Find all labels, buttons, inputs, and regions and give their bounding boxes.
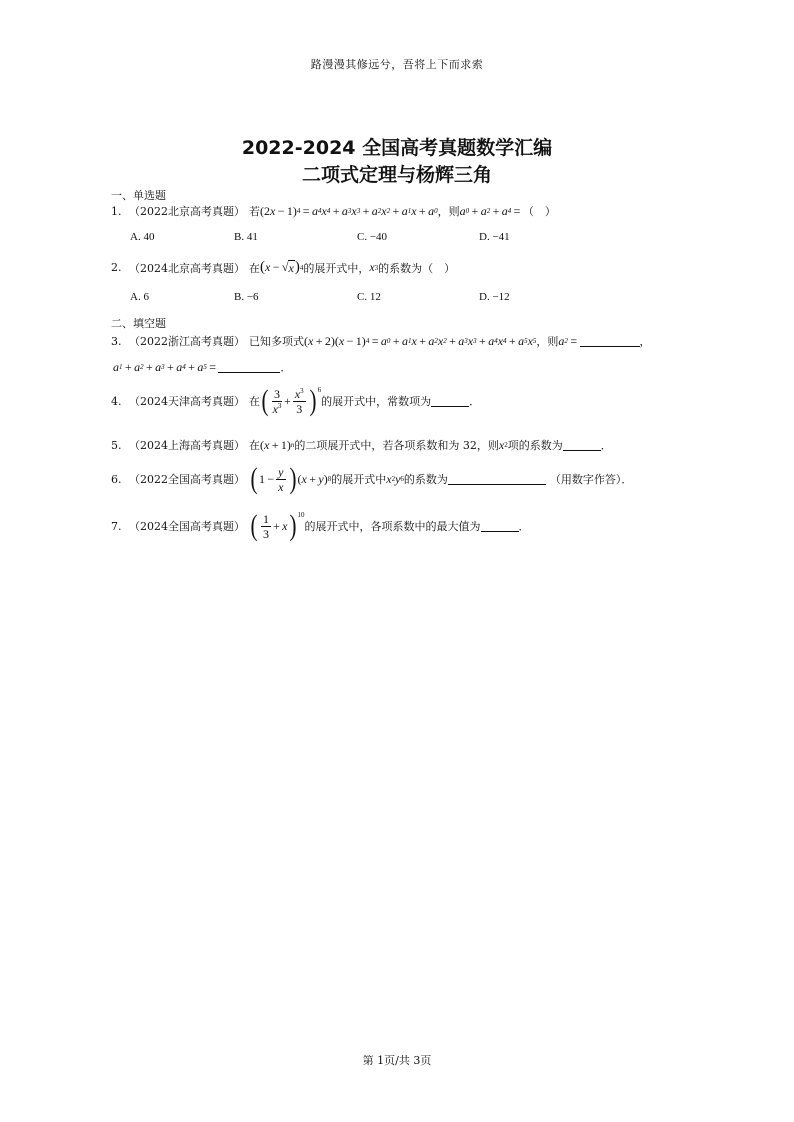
- question-source: （2022北京高考真题）: [129, 205, 245, 218]
- unknown: a 2 =: [558, 333, 580, 348]
- question-text: 已知多项式: [249, 335, 304, 348]
- question-text: 的展开式中: [331, 473, 387, 486]
- page-subtitle: 二项式定理与杨辉三角: [301, 164, 492, 186]
- question-text: 的系数为: [403, 473, 448, 486]
- question-text: 在: [249, 439, 260, 452]
- expression: a 0 + a 2 + a 4 =: [459, 203, 523, 218]
- punctuation: ．: [600, 439, 612, 452]
- punctuation: ．: [280, 361, 292, 374]
- punctuation: ．: [518, 520, 530, 533]
- question-6: [111, 464, 632, 494]
- answer-paren: （ ）: [522, 205, 556, 218]
- term: x 3: [369, 260, 379, 274]
- equation: ( x + 2)( x − 1) 4 = a 0 + a 1 x + a 2 x 2 + a 3 x 3 + a 4 x 4 + a 5 x 5: [304, 333, 537, 348]
- question-text: 的系数为（ ）: [378, 261, 456, 275]
- question-text: 的展开式中，常数项为: [321, 395, 432, 408]
- option-d: D. −41: [479, 231, 510, 243]
- product-expression: ( 1 − $\frac{y}{x}$ ) ( x + y ) 8: [250, 462, 332, 495]
- answer-blank[interactable]: [448, 473, 546, 485]
- binomial-expression: ( x − √ x ) 4: [260, 259, 304, 275]
- answer-blank[interactable]: [563, 439, 601, 451]
- question-source: （2024天津高考真题）: [129, 395, 245, 408]
- question-number: 6.: [111, 472, 122, 486]
- option-b: B. 41: [234, 231, 258, 243]
- question-text: ，则: [437, 205, 460, 218]
- question-4: [111, 386, 480, 416]
- answer-blank[interactable]: [431, 395, 469, 407]
- question-source: （2024上海高考真题）: [129, 439, 245, 452]
- question-3: [111, 333, 651, 349]
- question-number: 1.: [111, 204, 122, 218]
- answer-note: （用数字作答）．: [549, 473, 633, 486]
- question-5: [111, 437, 612, 453]
- question-text: 项的系数为: [507, 439, 563, 452]
- page-title: 2022-2024 全国高考真题数学汇编: [241, 137, 553, 159]
- question-source: （2024北京高考真题）: [129, 261, 245, 275]
- header-motto: 路漫漫其修远兮，吾将上下而求索: [310, 58, 484, 71]
- question-text: 的展开式中，: [303, 261, 370, 275]
- question-number: 5.: [111, 438, 122, 452]
- expression: a 1 + a 2 + a 3 + a 4 + a 5 =: [113, 359, 219, 374]
- option-c: C. 12: [357, 291, 381, 303]
- answer-blank[interactable]: [218, 361, 280, 373]
- question-7: [111, 511, 530, 541]
- question-number: 3.: [111, 334, 122, 348]
- question-source: （2022全国高考真题）: [129, 473, 245, 486]
- option-a: A. 6: [130, 291, 149, 303]
- question-number: 2.: [111, 261, 122, 274]
- section-fill-blank: 二、填空题: [111, 317, 166, 330]
- question-text: 在: [249, 395, 260, 408]
- punctuation: ，: [639, 335, 651, 348]
- punctuation: ．: [469, 395, 481, 408]
- question-1: [111, 203, 556, 219]
- question-text: 若: [249, 205, 260, 218]
- section-single-choice: 一、单选题: [111, 189, 166, 202]
- question-text: 在: [249, 261, 260, 275]
- question-text: 的展开式中，各项系数中的最大值为: [304, 520, 481, 533]
- question-text: ，则: [536, 335, 559, 348]
- term: x 2 y 6: [386, 471, 404, 486]
- term: x 2: [498, 437, 508, 452]
- option-a: A. 40: [130, 231, 155, 243]
- question-source: （2024全国高考真题）: [129, 520, 245, 533]
- answer-blank[interactable]: [481, 520, 519, 532]
- page-footer: 第 1页/共 3页: [362, 1054, 432, 1067]
- binomial-expression: ( x + 1) n: [260, 437, 295, 452]
- option-b: B. −6: [234, 291, 259, 303]
- question-number: 4.: [111, 394, 122, 408]
- binomial-expression: ( $\frac{1}{3}$ + x ) $^{10}$: [250, 509, 305, 542]
- option-c: C. −40: [357, 231, 388, 243]
- question-3-cont: [113, 359, 291, 375]
- answer-blank[interactable]: [580, 335, 640, 347]
- equation: (2 x − 1) 4 = a 4 x 4 + a 3 x 3 + a 2 x 2 + a 1 x + a 0: [260, 203, 438, 218]
- binomial-expression: ( $\frac{3}{x^3}$ + $\frac{x^3}{3}$ ) $^6$: [261, 384, 322, 417]
- question-source: （2022浙江高考真题）: [129, 335, 245, 348]
- question-number: 7.: [111, 519, 122, 533]
- question-text: 的二项展开式中，若各项系数和为 32，则: [294, 439, 499, 452]
- question-2: [111, 259, 455, 276]
- option-d: D. −12: [479, 291, 510, 303]
